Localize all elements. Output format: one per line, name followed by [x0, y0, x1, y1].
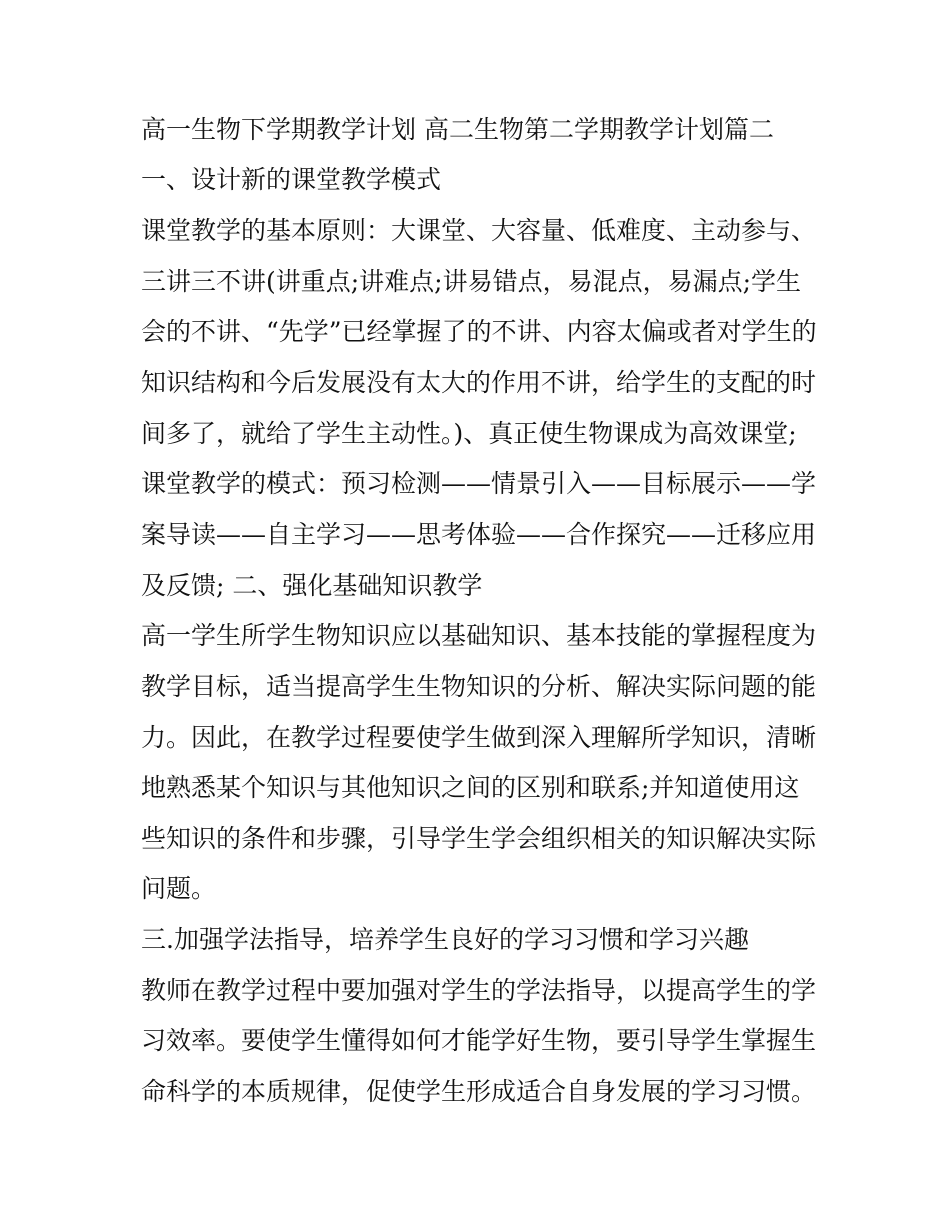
- paragraph-line: 命科学的本质规律，促使学生形成适合自身发展的学习习惯。: [141, 1077, 817, 1106]
- paragraph-line: 教师在教学过程中要加强对学生的学法指导，以提高学生的学: [141, 976, 817, 1005]
- paragraph-line: 间多了，就给了学生主动性。)、真正使生物课成为高效课堂;: [141, 419, 797, 448]
- paragraph-line: 知识结构和今后发展没有太大的作用不讲，给学生的支配的时: [141, 368, 817, 397]
- paragraph-line: 会的不讲、“先学”已经掌握了的不讲、内容太偏或者对学生的: [141, 317, 817, 346]
- paragraph-line: 些知识的条件和步骤，引导学生学会组织相关的知识解决实际: [141, 824, 817, 853]
- paragraph-line: 三讲三不讲(讲重点;讲难点;讲易错点，易混点，易漏点;学生: [141, 267, 802, 296]
- paragraph-line: 高一学生所学生物知识应以基础知识、基本技能的掌握程度为: [141, 621, 817, 650]
- paragraph-line: 课堂教学的模式：预习检测——情景引入——目标展示——学: [141, 469, 817, 498]
- paragraph-line: 习效率。要使学生懂得如何才能学好生物，要引导学生掌握生: [141, 1026, 817, 1055]
- paragraph-line: 案导读——自主学习——思考体验——合作探究——迁移应用: [141, 520, 817, 549]
- paragraph-line: 力。因此，在教学过程要使学生做到深入理解所学知识，清晰: [141, 723, 817, 752]
- paragraph-line: 问题。: [141, 874, 217, 903]
- section-heading-1: 一、设计新的课堂教学模式: [141, 165, 442, 194]
- paragraph-line: 课堂教学的基本原则：大课堂、大容量、低难度、主动参与、: [141, 216, 817, 245]
- paragraph-line: 教学目标，适当提高学生生物知识的分析、解决实际问题的能: [141, 672, 817, 701]
- section-heading-3: 三.加强学法指导，培养学生良好的学习习惯和学习兴趣: [141, 925, 749, 954]
- section-heading-2: 及反馈; 二、强化基础知识教学: [141, 571, 483, 600]
- document-title: 高一生物下学期教学计划 高二生物第二学期教学计划篇二: [141, 115, 774, 144]
- paragraph-line: 地熟悉某个知识与其他知识之间的区别和联系;并知道使用这: [141, 773, 800, 802]
